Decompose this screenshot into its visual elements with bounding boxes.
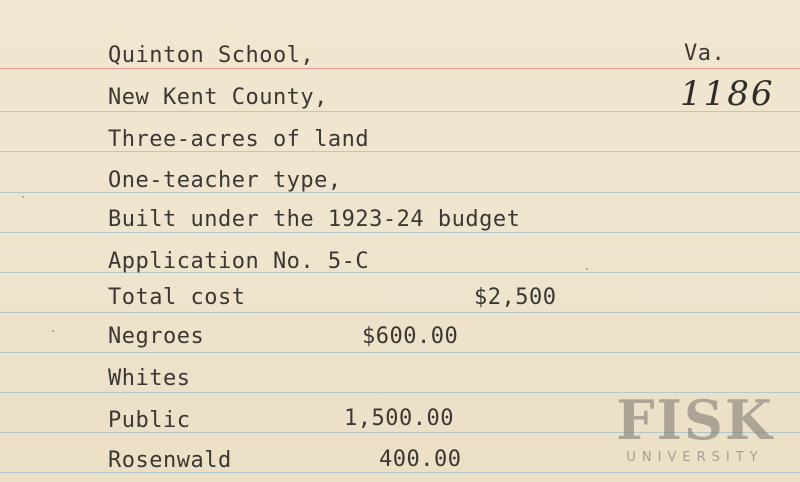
- paper-speck: [586, 268, 588, 270]
- blue-rule: [0, 312, 800, 313]
- fisk-university-logo: [600, 390, 790, 470]
- type-line: One-teacher type,: [108, 168, 342, 193]
- school-name: Quinton School,: [108, 43, 315, 68]
- negroes-value: $600.00: [362, 324, 459, 349]
- land-line: Three-acres of land: [108, 127, 370, 152]
- paper-speck: [22, 196, 24, 198]
- card-number: 1186: [680, 74, 775, 114]
- rosenwald-label: Rosenwald: [108, 448, 232, 473]
- paper-speck: [52, 330, 54, 332]
- public-label: Public: [108, 408, 191, 433]
- logo-wordmark: FISK: [616, 388, 774, 452]
- application-line: Application No. 5-C: [108, 249, 370, 274]
- negroes-label: Negroes: [108, 324, 205, 349]
- whites-label: Whites: [108, 366, 191, 391]
- total-cost-label: Total cost: [108, 285, 246, 310]
- total-cost-value: $2,500: [474, 285, 557, 310]
- blue-rule: [0, 352, 800, 353]
- state-label: Va.: [684, 41, 726, 66]
- public-value: 1,500.00: [344, 406, 454, 431]
- logo-subtitle: UNIVERSITY: [626, 450, 764, 465]
- rosenwald-value: 400.00: [379, 447, 462, 472]
- county-line: New Kent County,: [108, 85, 328, 110]
- budget-line: Built under the 1923-24 budget: [108, 207, 521, 232]
